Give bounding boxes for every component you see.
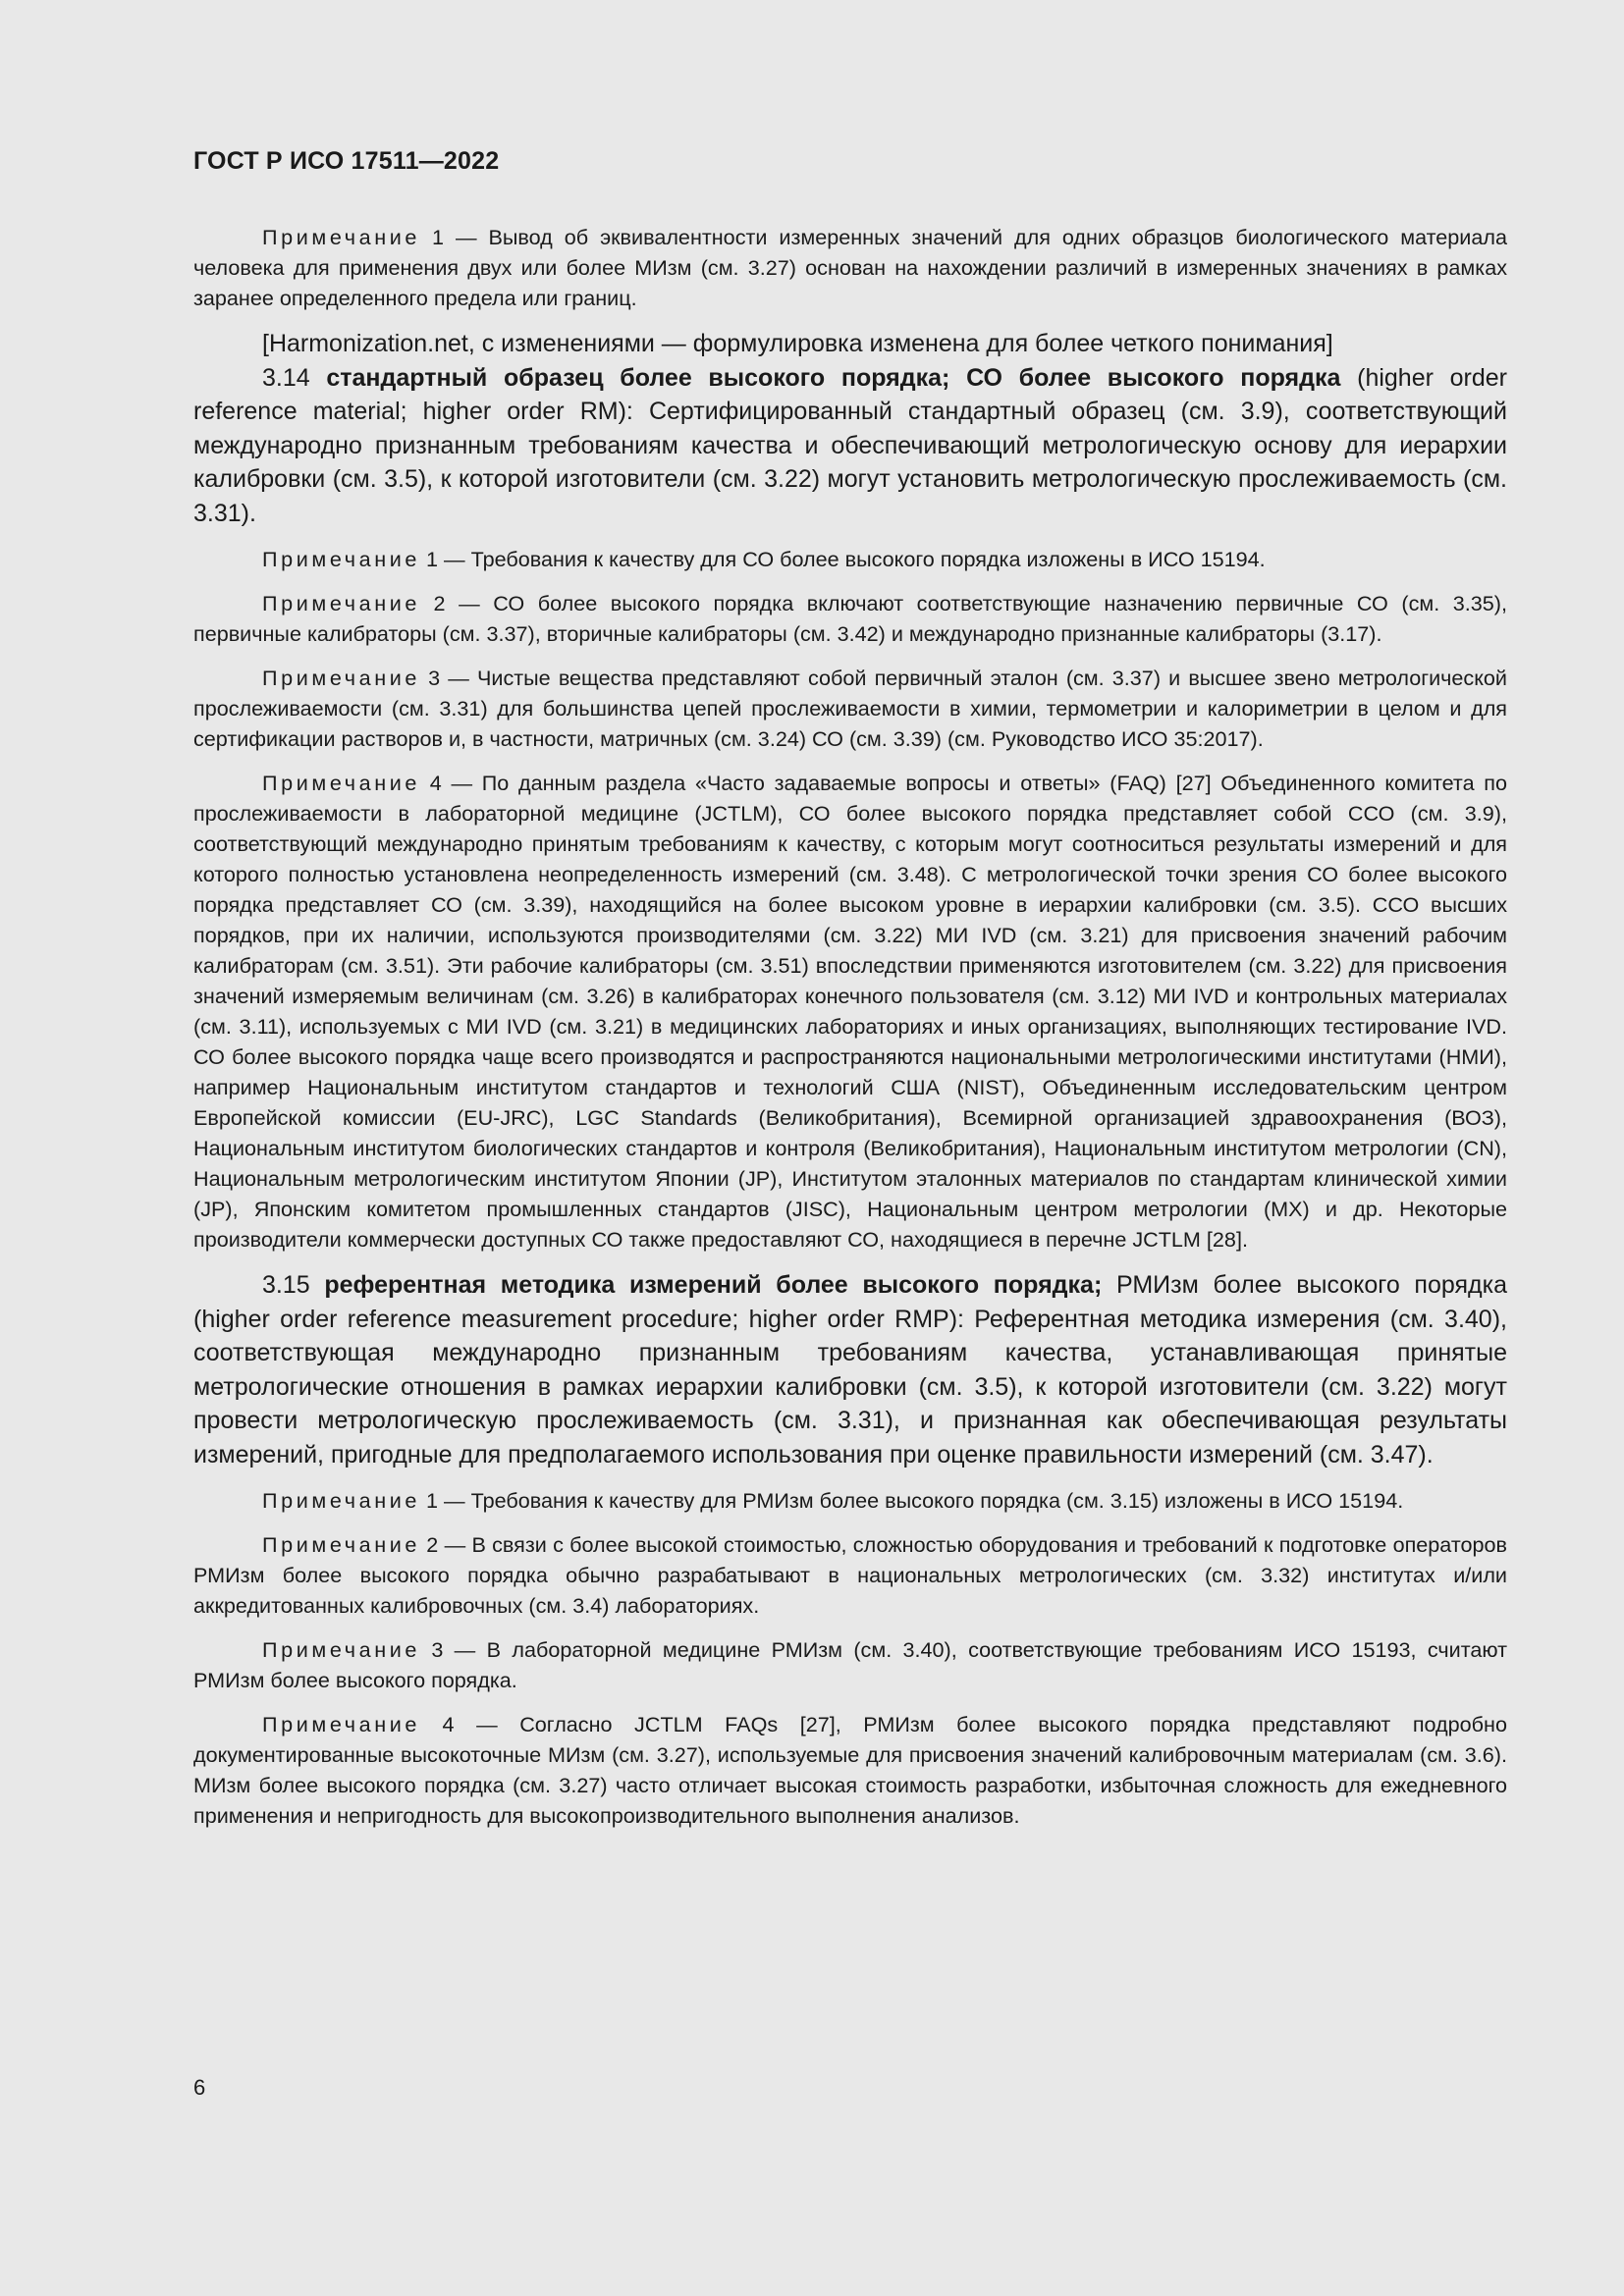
page-header-standard-title: ГОСТ Р ИСО 17511—2022 <box>193 147 500 175</box>
note-label: Примечание <box>262 547 420 571</box>
note-paragraph <box>193 544 1507 574</box>
term-3-14 <box>193 361 1507 531</box>
note-label: Примечание <box>262 1532 420 1557</box>
note-text: В лабораторной медицине РМИзм (см. 3.40), соответствующие требованиям ИСО 15193, считают РМИзм более высокого порядка. <box>193 1637 1507 1692</box>
term-definition: РМИзм более высокого порядка (higher order reference measurement procedure; higher order RMP): Референтная методика измерения (см. 3.40), соответствующая международно признанным требованиям качества, устанавливающая принятые метрологические отношения в рамках иерархии калибровки (см. 3.5), к которой изготовители (см. 3.22) могут провести метрологическую прослеживаемость (см. 3.31), и признанная как обеспечивающая результаты измерений, пригодные для предполагаемого использования при оценке правильности измерений (см. 3.47). <box>193 1271 1507 1468</box>
note-label: Примечание <box>262 1712 420 1736</box>
page-content <box>193 222 1507 1844</box>
note-number: 1 — <box>420 1488 471 1513</box>
note-paragraph <box>193 768 1507 1255</box>
note-number: 3 — <box>420 666 478 690</box>
source-reference: [Harmonization.net, с изменениями — формулировка изменена для более четкого понимания] <box>262 330 1333 357</box>
note-number: 4 — <box>420 771 482 795</box>
note-number: 2 — <box>420 1532 472 1557</box>
note-number: 3 — <box>420 1637 487 1662</box>
note-paragraph <box>193 222 1507 313</box>
term-3-15 <box>193 1268 1507 1471</box>
page-number: 6 <box>193 2075 206 2100</box>
note-text: По данным раздела «Часто задаваемые вопросы и ответы» (FAQ) [27] Объединенного комитета по прослеживаемости в лабораторной медицине (JCTLM), СО более высокого порядка представляет собой ССО (см. 3.9), соответствующий международно принятым требованиям к качеству, с которым могут соотноситься результаты измерений и для которого полностью установлена неопределенность измерений (см. 3.48). С метрологической точки зрения СО более высокого порядка представляет СО (см. 3.39), находящийся на более высоком уровне в иерархии калибровки (см. 3.5). ССО высших порядков, при их наличии, используются производителями (см. 3.22) МИ IVD (см. 3.21) для присвоения значений рабочим калибраторам (см. 3.51). Эти рабочие калибраторы (см. 3.51) впоследствии применяются изготовителем (см. 3.22) для присвоения значений измеряемым величинам (см. 3.26) в калибраторах конечного пользователя (см. 3.12) МИ IVD и контрольных материалах (см. 3.11), используемых с МИ IVD (см. 3.21) в медицинских лабораториях и иных организациях, выполняющих тестирование IVD. СО более высокого порядка чаще всего производятся и распространяются национальными метрологическими институтами (НМИ), например Национальным институтом стандартов и технологий США (NIST), Объединенным исследовательским центром Европейской комиссии (EU-JRC), LGC Standards (Великобритания), Всемирной организацией здравоохранения (ВОЗ), Национальным институтом биологических стандартов и контроля (Великобритания), Национальным институтом метрологии (CN), Национальным метрологическим институтом Японии (JP), Институтом эталонных материалов по стандартам клинической химии (JP), Японским комитетом промышленных стандартов (JISC), Национальным центром метрологии (MX) и др. Некоторые производители коммерчески доступных СО также предоставляют СО, находящиеся в перечне JCTLM [28]. <box>193 771 1507 1252</box>
note-text: СО более высокого порядка включают соответствующие назначению первичные СО (см. 3.35), первичные калибраторы (см. 3.37), вторичные калибраторы (см. 3.42) и международно признанные калибраторы (3.17). <box>193 591 1507 646</box>
note-paragraph <box>193 1529 1507 1621</box>
term-definition: (higher order reference material; higher order RM): Сертифицированный стандартный образец (см. 3.9), соответствующий международно признанным требованиям качества и обеспечивающий метрологическую основу для иерархии калибровки (см. 3.5), к которой изготовители (см. 3.22) могут установить метрологическую прослеживаемость (см. 3.31). <box>193 363 1508 527</box>
note-number: 1 — <box>420 225 489 249</box>
note-label: Примечание <box>262 225 420 249</box>
note-paragraph <box>193 663 1507 754</box>
term-number: 3.15 <box>262 1271 325 1299</box>
term-name: референтная методика измерений более высокого порядка; <box>324 1271 1103 1299</box>
note-number: 4 — <box>420 1712 520 1736</box>
note-label: Примечание <box>262 1488 420 1513</box>
note-label: Примечание <box>262 771 420 795</box>
note-number: 1 — <box>420 547 471 571</box>
note-paragraph <box>193 1485 1507 1516</box>
note-label: Примечание <box>262 666 420 690</box>
note-text: Вывод об эквивалентности измеренных значений для одних образцов биологического материала человека для применения двух или более МИзм (см. 3.27) основан на нахождении различий в измеренных значениях в рамках заранее определенного предела или границ. <box>193 225 1507 310</box>
note-text: Чистые вещества представляют собой первичный эталон (см. 3.37) и высшее звено метрологической прослеживаемости (см. 3.31) для большинства цепей прослеживаемости в химии, термометрии и калориметрии в целом и для сертификации растворов и, в частности, матричных (см. 3.24) СО (см. 3.39) (см. Руководство ИСО 35:2017). <box>193 666 1507 751</box>
note-text: Требования к качеству для СО более высокого порядка изложены в ИСО 15194. <box>470 547 1266 571</box>
note-paragraph <box>193 1634 1507 1695</box>
note-paragraph <box>193 1709 1507 1831</box>
note-text: Требования к качеству для РМИзм более высокого порядка (см. 3.15) изложены в ИСО 15194. <box>470 1488 1404 1513</box>
term-number: 3.14 <box>262 363 327 392</box>
term-name: стандартный образец более высокого порядка; СО более высокого порядка <box>326 363 1341 392</box>
note-number: 2 — <box>420 591 494 615</box>
note-label: Примечание <box>262 1637 420 1662</box>
note-label: Примечание <box>262 591 420 615</box>
note-text: В связи с более высокой стоимостью, сложностью оборудования и требований к подготовке операторов РМИзм более высокого порядка обычно разрабатывают в национальных метрологических (см. 3.32) институтах и/или аккредитованных калибровочных (см. 3.4) лабораториях. <box>193 1532 1507 1618</box>
note-text: Согласно JCTLM FAQs [27], РМИзм более высокого порядка представляют подробно документированные высокоточные МИзм (см. 3.27), используемые для присвоения значений калибровочным материалам (см. 3.6). МИзм более высокого порядка (см. 3.27) часто отличает высокая стоимость разработки, избыточная сложность для ежедневного применения и непригодность для высокопроизводительного выполнения анализов. <box>193 1712 1507 1828</box>
note-paragraph <box>193 588 1507 649</box>
